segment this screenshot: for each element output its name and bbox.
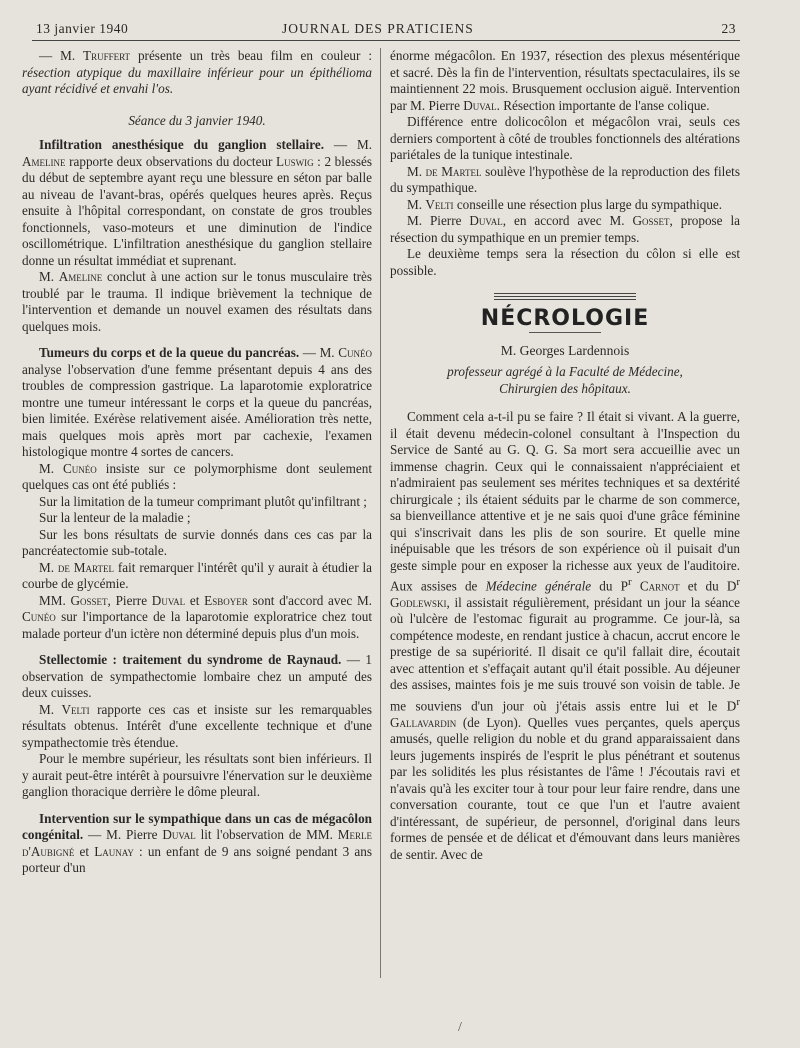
paragraph: énorme mégacôlon. En 1937, résection des plexus mésentérique et sacré. Dès la fin de l'intervention, résultats spectaculaires, ils se maintiennent 22 mois. Brusquement occlusion aiguë. Intervention par M. Pierre Duval. Résection importante de l'anse colique. [390,48,740,113]
paragraph: Le deuxième temps sera la résection du côlon si elle est possible. [390,246,740,278]
obituary-name: M. Georges Lardennois [500,342,630,358]
paragraph: MM. Gosset, Pierre Duval et Esboyer sont d'accord avec M. Cunéo sur l'importance de la laparotomie exploratrice chez tout malade porteur d'un ictère non déterminé depuis plus d'un mois. [22,592,372,641]
section-stellaire: Infiltration anesthésique du ganglion stellaire. — M. Ameline rapporte deux observations du docteur Luswig : 2 blessés du début de septembre ayant reçu une blessure en séton par balle au niveau de l'avant-bras, opérés quelques heures après. Reçus ensuite à l'hôpital correspondant, on constate de gros troubles fonctionnels, vaso-moteurs et une diminution de l'indice oscillométrique. L'infiltration anesthésique du ganglion stellaire donne un résultat immédiat et suprenant. [22,137,372,268]
paragraph: M. Velti conseille une résection plus large du sympathique. [407,196,723,212]
section-title: Stellectomie : traitement du syndrome de Raynaud. [39,652,342,667]
paragraph: Sur la limitation de la tumeur comprimant plutôt qu'infiltrant ; [39,493,367,509]
paragraph: M. Ameline conclut à une action sur le tonus musculaire très troublé par le trauma. Il indique brièvement la technique de l'intervention et demande un nouvel examen des résultats dans quelques mois. [22,269,372,334]
journal-title: JOURNAL DES PRATICIENS [282,21,474,36]
obituary-subtitle: professeur agrégé à la Faculté de Médecine, Chirurgien des hôpitaux. [447,364,683,396]
section-stellectomie: Stellectomie : traitement du syndrome de Raynaud. — 1 observation de sympathectomie lombaire chez un amputé des deux cuisses. [22,652,372,700]
section-ornament [494,293,636,299]
paragraph: Sur les bons résultats de survie donnés dans ces cas par la pancréatectomie sub-totale. [22,526,372,558]
section-title: Intervention sur le sympathique dans un cas de mégacôlon congénital. [22,810,372,842]
left-column [22,48,372,877]
seance-heading: Séance du 3 janvier 1940. [128,112,266,128]
column-divider [380,48,381,978]
right-column [390,48,740,863]
section-title: Tumeurs du corps et de la queue du pancréas. [39,345,300,360]
section-megacolon: Intervention sur le sympathique dans un cas de mégacôlon congénital. — M. Pierre Duval lit l'observation de MM. Merle d'Aubigné et Launay : un enfant de 9 ans soigné pendant 3 ans porteur d'un [22,810,372,875]
paragraph: M. Cunéo insiste sur ce polymorphisme dont seulement quelques cas ont été publiés : [22,460,372,492]
paragraph: Pour le membre supérieur, les résultats sont bien inférieurs. Il y aurait peut-être intérêt à poursuivre l'énervation sur le deuxième ganglion thoracique derrière le dôme pleural. [22,751,372,799]
paragraph: M. Pierre Duval, en accord avec M. Gosset, propose la résection du sympathique en un premier temps. [390,213,740,245]
paragraph: Sur la lenteur de la maladie ; [39,510,191,525]
paragraph: Différence entre dolicocôlon et mégacôlon vrai, seuls ces derniers comportent à côté de troubles fonctionnels des altérations pariétales de la tunique intestinale. [390,114,740,162]
section-title: Infiltration anesthésique du ganglion stellaire. [39,137,325,152]
section-pancreas: Tumeurs du corps et de la queue du pancréas. — M. Cunéo analyse l'observation d'une femme présentant depuis 4 ans des troubles de compression gastrique. La laparotomie exploratrice montre une tumeur intéressant le corps et la queue du pancréas, bien limitée. Exérèse relativement aisée. Amélioration très nette, mais quelques mois après mort par cachexie, l'examen histologique montre 4 sortes de cancers. [22,345,372,459]
header-rule [32,40,740,41]
issue-date: 13 janvier 1940 [36,21,129,36]
paragraph: M. de Martel fait remarquer l'intérêt qu'il y aurait à étudier la courbe de glycémie. [22,559,372,591]
page-number: 23 [721,21,736,36]
truffert-paragraph: — M. Truffert présente un très beau film en couleur : résection atypique du maxillaire inférieur pour un épithélioma ayant récidivé et envahi l'os. [22,48,372,96]
paragraph: M. Velti rapporte ces cas et insiste sur les remarquables résultats obtenus. Intérêt d'une excellente technique et d'une sympathectomie très étendue. [22,701,372,750]
necrology-heading: NÉCROLOGIE [480,306,650,331]
bottom-mark: / [458,1020,462,1035]
obituary-text: Comment cela a-t-il pu se faire ? Il était si vivant. A la guerre, il était devenu médecin-colonel consultant à l'Inspection du Service de Santé au G. Q. G. Sa mort sera accueillie avec un immense chagrin. Ceux qui le connaissaient n'appréciaient et n'admiraient pas seulement ses mérites techniques et sa dextérité chirurgicale ; ils étaient séduits par le charme de son commerce, sa bienveillance attentive et je ne sais quoi d'une grâce féminine qui s'inscrivait dans les plis de son sourire. Et quelle mine inépuisable que les trésors de son expérience où il puisait d'un geste simple pour en exposer la richesse aux yeux de l'auditoire. Aux assises de Médecine générale du $P^r$ Carnot et du $D^r$ Godlewski, il assistait régulièrement, présidant un jour la séance où l'ulcère de l'estomac figurait au programme. Ce jour-là, sa compétence modeste, en rendant justice à chacun, accrut encore le prestige de sa supériorité. Il disait ce qu'il fallait dire, écoutait avec attention et s'effaçait autant qu'il était possible. Au déjeuner des assises, maintes fois je me suis trouvé son voisin de table. Je me souviens d'un jour où j'étais assis entre lui et le $D^r$ Gallavardin (de Lyon). Quelles vues perçantes, quels aperçus amusés, quelle religion du noble et du grand apparaissaient dans leurs jugements inspirés de l'esprit le plus pénétrant et soutenus par les solidités les plus résistantes de l'âme ! J'écoutais ravi et n'avais qu'à les exciter tour à tour pour leur faire rendre, dans une conversation courante, tout ce que l'un et l'autre avaient d'intéressant, de supérieur, de personnel, d'original dans leurs formes de pensée et de délicat et d'émouvant dans leurs manières de sentir. Avec de [390,409,741,862]
heading-rule [529,332,601,333]
paragraph: M. de Martel soulève l'hypothèse de la reproduction des filets du sympathique. [390,163,740,195]
